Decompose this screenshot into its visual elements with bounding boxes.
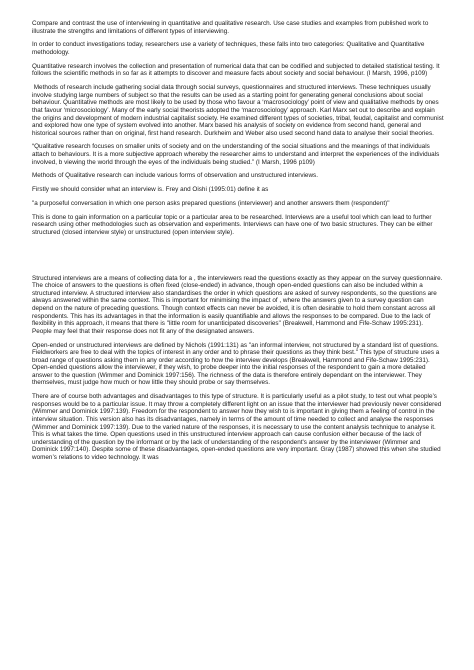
qualitative-methods-paragraph: Methods of Qualitative research can include various forms of observation and unstructured interviews. [32,172,318,180]
structured-interviews-paragraph: Structured interviews are a means of collecting data for a , the interviewers read the questions exactly as they appear on the survey questionnaire. The choice of answers to the questions is often fixed (close-ended) in advance, though open-ended questions can also be included within a structured interview. A structured interview also standardises the order in which questions are asked of survey respondents, so the questions are always answered within the same context. This is important for minimising the impact of , where the answers given to a survey question can depend on the nature of preceding questions. Though context effects can never be avoided, it is often desirable to hold them constant across all respondents. This has its advantages in that the information is easily quantifiable and allows the responses to be compared. Due to the lack of flexibility in this approach, it means that there is "little room for unanticipated discoveries" (Breakwell, Hammond and Fife-Schaw 1995:231). People may feel that their response does not fit any of the designated answers. [32,274,445,335]
unstructured-interviews-paragraph: Open-ended or unstructured interviews are defined by Nichols (1991:131) as "an informal interview, not structured by a standard list of questions. Fieldworkers are free to deal with the topics of interest in any order and to phrase their questions as they think best." This type of structure uses a broad range of questions asking them in any order according to how the interview develops (Breakwell, Hammond and Fife-Schaw 1995:231). Open-ended questions allow the interviewer, if they wish, to probe deeper into the initial responses of the respondent to gain a more detailed answer to the question (Wimmer and Dominick 1997:156). The richness of the data is therefore entirely dependant on the interviewer. They themselves, must judge how much or how little they should probe or say themselves. [32,341,442,387]
document-page [32,20,444,468]
interview-structures-paragraph: This is done to gain information on a particular topic or a particular area to be researched. Interviews are a useful tool which can lead to further research using other methodologies such as observation and experiments. Interviews can have one of two basic structures. They can be either structured (closed interview style) or unstructured (open interview style). [32,213,435,236]
quantitative-definition-paragraph: Quantitative research involves the collection and presentation of numerical data that can be codified and subjected to detailed statistical testing. It follows the scientific methods in so far as it attempts to discover and measure facts about society and social behaviour. (I Marsh, 1996, p109) [32,62,442,78]
advantages-disadvantages-paragraph: There are of course both advantages and disadvantages to this type of structure. It is particularly useful as a pilot study, to test out what people’s responses would be to a particular issue. It may throw a completely different light on an issue that the interviewer had previously never considered (Wimmer and Dominick 1997:139). Freedom for the respondent to answer how they wish to is important in giving them a feeling of control in the interview situation. This version also has its disadvantages, namely in terms of the amount of time needed to collect and analyse the responses (Wimmer and Dominick 1997:139). Due to the varied nature of the responses, it is necessary to use the content analysis technique to analyse it. This is what takes the time. Open questions used in this unstructured interview approach can cause confusion either because of the lack of understanding of the question by the informant or by the lack of understanding of the respondent's answer by the interviewer (Wimmer and Dominick 1997:140). Despite some of these disadvantages, open-ended questions are very important. Gray (1987) showed this when she studied women’s relations to video technology. It was [32,393,444,461]
interview-definition-lead: Firstly we should consider what an interview is. Frey and Oishi (1995:01) define it as [32,186,269,194]
interview-definition-quote: "a purposeful conversation in which one person asks prepared questions (interviewer) and another answers them (respondent)" [32,200,390,207]
essay-question: Compare and contrast the use of interviewing in quantitative and qualitative research. Use case studies and examples from published work to illustrate the strengths and limitations of different types of interviewing. [32,20,431,35]
qualitative-quote-paragraph: “Qualitative research focuses on smaller units of society and on the understanding of the social situations and the meanings of that individuals attach to behaviours. It is a more subjective approach whereby the researcher aims to understand and interpret the experiences of the individuals involved, b viewing the world through the eyes of the individuals being studied.” (I Marsh, 1996 p109) [32,143,442,166]
intro-paragraph: In order to conduct investigations today, researchers use a variety of techniques, these falls into two categories: Qualitative and Quantitative methodology. [32,41,427,56]
quantitative-methods-paragraph: Methods of research include gathering social data through social surveys, questionnaires and structured interviews. These techniques usually involve studying large numbers of subject so that the results can be used as a starting point for generating general conclusions about social behaviour. Quantitative methods are most likely to be used by those who favour a ‘macrosociology’ point of view and qualitative methods by ones that favour ‘microsociology’. Many of the early social theorists adopted the ‘macrosociology’ approach. Karl Marx set out to describe and explain the origins and development of modern industrial capitalist society. He examined different types of societies, tribal, feudal, capitalist and communist and explored how one type of system evolved into another. Marx based his analysis of society on evidence from second hand, general and historical sources rather than on original, first hand research. Durkheim and Weber also used second hand data to analyse their social theories. [32,84,446,137]
